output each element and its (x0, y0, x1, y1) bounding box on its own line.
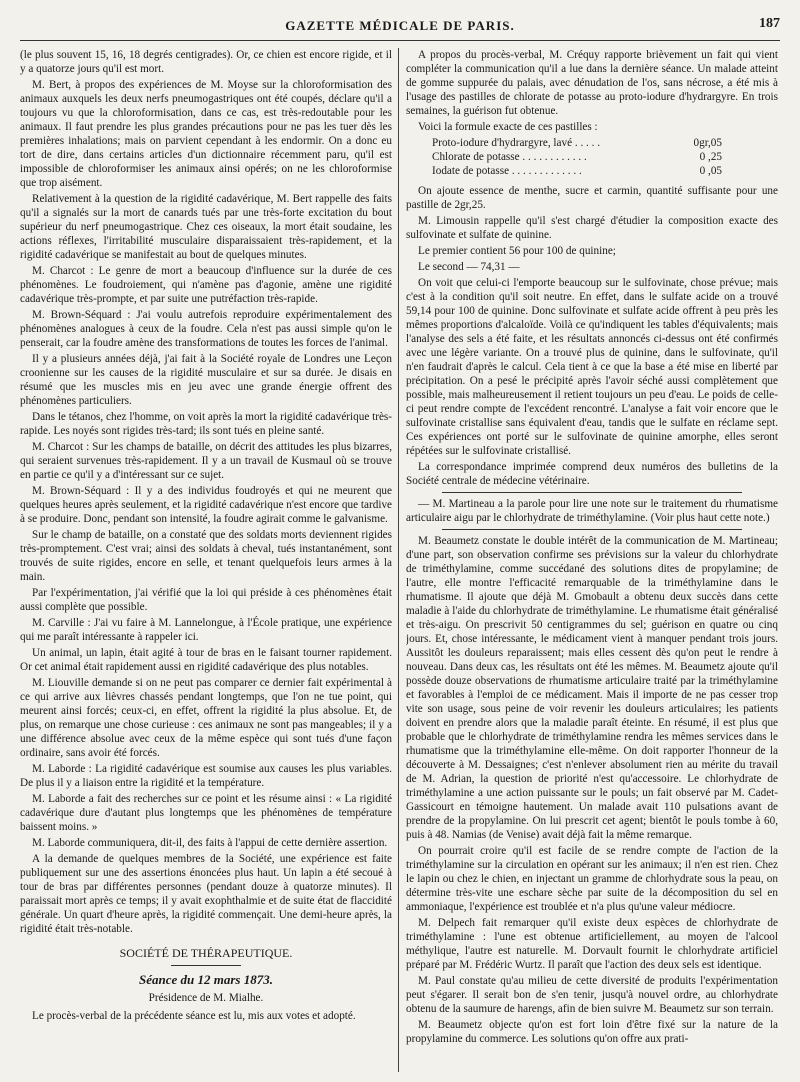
paragraph: M. Laborde a fait des recherches sur ce point et les résume ainsi : « La rigidité cadavérique dure d'autant plus longtemps que les phénomènes de température baissent moins. » (20, 793, 392, 833)
paragraph: A la demande de quelques membres de la Société, une expérience est faite publiquement sur une des assertions énoncées plus haut. Un lapin a été secoué à tour de bras par différentes personnes (pendant douze à quatorze minutes). Il paraissait mort après ce temps; il y avait exophthalmie et de suite état de flaccidité générale. Un quart d'heure après, la rigidité commençait. Une demi-heure après, la rigidité était très-notable. (20, 853, 392, 935)
ingredient-name: Proto-iodure d'hydrargyre, lavé . . . . . (432, 137, 601, 149)
meeting-date: Séance du 12 mars 1873. (139, 972, 273, 987)
paragraph: M. Carville : J'ai vu faire à M. Lannelongue, à l'École pratique, une expérience qui me paraît intéressante à rappeler ici. (20, 617, 392, 643)
paragraph: La correspondance imprimée comprend deux numéros des bulletins de la Société centrale de médecine vétérinaire. (406, 461, 778, 487)
right-column (406, 48, 778, 1078)
formula-row (406, 164, 778, 178)
page-header (20, 12, 780, 41)
section-divider (442, 492, 742, 493)
page-number: 187 (759, 16, 780, 31)
paragraph: Par l'expérimentation, j'ai vérifié que la loi qui préside à ces phénomènes était aussi complète que possible. (20, 587, 392, 613)
paragraph: Voici la formule exacte de ces pastilles : (418, 121, 598, 133)
paragraph: A propos du procès-verbal, M. Créquy rapporte brièvement un fait qui vient compléter la communication qu'il a lue dans la dernière séance. Un malade atteint de gomme suppurée du palais, avec dénudation de l'os, sans nécrose, a été mis à l'usage des pastilles de chlorate de potasse au proto-iodure d'hydrargyre. En trois semaines, la guérison fut obtenue. (406, 49, 778, 117)
paragraph: Sur le champ de bataille, on a constaté que des soldats morts deviennent rigides très-promptement. C'est vrai; ainsi des soldats à cheval, tués instantanément, sont trouvés de suite rigides, encore en selle, et tenant quelquefois leurs armes à la main. (20, 529, 392, 583)
formula-table (406, 136, 778, 178)
paragraph: M. Delpech fait remarquer qu'il existe deux espèces de chlorhydrate de triméthylamine : l'une est obtenue artificiellement, au moyen de l'alcool méthylique, l'autre est naturelle. M. Dorvault fournit le chlorhydrate artificiel préparé par M. Frédéric Wurtz. Il paraît que l'action des deux sels est identique. (406, 917, 778, 971)
journal-title: GAZETTE MÉDICALE DE PARIS. (285, 18, 515, 33)
paragraph: M. Charcot : Le genre de mort a beaucoup d'influence sur la durée de ces phénomènes. Le foudroiement, qui n'amène pas d'agonie, amène une rigidité cadavérique très-prompte, et par suite une putréfaction très-rapide. (20, 265, 392, 305)
paragraph: M. Paul constate qu'au milieu de cette diversité de produits l'expérimentation peut s'égarer. Il serait bon de s'en tenir, jusqu'à nouvel ordre, au chlorhydrate obtenu de la saumure de harengs, afin de bien suivre M. Beaumetz sur son terrain. (406, 975, 778, 1015)
paragraph: M. Limousin rappelle qu'il s'est chargé d'étudier la composition exacte des sulfovinate et sulfate de quinine. (406, 215, 778, 241)
paragraph: M. Bert, à propos des expériences de M. Moyse sur la chloroformisation des animaux auxquels les deux nerfs pneumogastriques ont été coupés, déclare qu'il a toujours vu que la chloroformisation, dans ce cas, est très-redoutable pour les animaux. Il faut prendre les plus grandes précautions pour ne pas les tuer dès les premières inhalations; mais on parvient cependant à les endormir. On a donc eu tort de dire, dans certains articles d'un dictionnaire récemment paru, qu'il est impossible de chloroformiser les animaux ainsi opérés; on ne les chloroformise que trop aisément. (20, 79, 392, 189)
section-divider (442, 529, 742, 530)
presidence-line: Présidence de M. Mialhe. (148, 992, 264, 1005)
paragraph: M. Beaumetz objecte qu'on est fort loin d'être fixé sur la nature de la propylamine du commerce. Les solutions qu'on offre aux prati- (406, 1019, 778, 1045)
paragraph: (le plus souvent 15, 16, 18 degrés centigrades). Or, ce chien est encore rigide, et il y a quatorze jours qu'il est mort. (20, 49, 392, 75)
paragraph: M. Laborde : La rigidité cadavérique est soumise aux causes les plus variables. De plus il y a liaison entre la rigidité et la température. (20, 763, 392, 789)
ingredient-name: Iodate de potasse . . . . . . . . . . . . . (432, 165, 582, 177)
paragraph: Le premier contient 56 pour 100 de quinine; (418, 245, 616, 257)
formula-row (406, 136, 778, 150)
paragraph: M. Brown-Séquard : Il y a des individus foudroyés et qui ne meurent que quelques heures après seulement, et la rigidité cadavérique n'est encore que tardive à se produire. Donc, pendant son intensité, la foudre agirait comme le galvanisme. (20, 485, 392, 525)
paragraph: Il y a plusieurs années déjà, j'ai fait à la Société royale de Londres une Leçon croonienne sur les causes de la rigidité musculaire et sur sa durée. Je disais en résumé que les muscles mis en jeu avec une grande énergie offrent des phénomènes particuliers. (20, 353, 392, 407)
ingredient-quantity: 0 ,25 (699, 151, 722, 163)
paragraph: Le second — 74,31 — (418, 261, 520, 273)
section-title: SOCIÉTÉ DE THÉRAPEUTIQUE. (119, 946, 293, 960)
left-column (20, 48, 392, 1078)
paragraph: On ajoute essence de menthe, sucre et carmin, quantité suffisante pour une pastille de 2gr,25. (406, 185, 778, 211)
paragraph: Dans le tétanos, chez l'homme, on voit après la mort la rigidité cadavérique très-rapide. Les noyés sont rigides très-tard; ils sont tués en pleine santé. (20, 411, 392, 437)
paragraph: M. Beaumetz constate le double intérêt de la communication de M. Martineau; d'une part, son observation confirme ses prévisions sur la valeur du chlorhydrate de triméthylamine, comme succédané des solutions dites de propylamine; de l'autre, elle montre l'efficacité remarquable de la triméthylamine dans le rhumatisme. Il ajoute que déjà M. Gmobault a obtenu deux succès dans cette maladie à l'aide du chlorhydrate de triméthylamine. Le rhumatisme était généralisé et très-aigu. On prescrivit 50 centigrammes du sel; guérison en quatre ou cinq jours. Et, chose intéressante, le médicament vient à manquer pendant trois jours. Aussitôt les douleurs reparaissent; mais elles cessent dès qu'on peut le rendre à nouveau. Dans deux cas, les résultats ont été les mêmes. M. Beaumetz ajoute qu'il possède douze observations de rhumatisme articulaire traité par la triméthylamine et favorables à l'emploi de ce médicament. Mais il importe de ne pas cesser trop vite son usage, sous peine de voir revenir les douleurs articulaires; les patients doivent en prendre alors que la maladie paraît éteinte. En résumé, il est plus que probable que le chlorhydrate de triméthylamine rendra les mêmes services dans le rhumatisme que la triméthylamine elle-même. On doit rapporter l'honneur de la découverte à M. Dessaignes; c'est n'enlever absolument rien au mérite du travail de M. Adrian, la question de priorité n'est qu'accessoire. Le chlorhydrate de triméthylamine a une action puissante sur le pouls; un fait observé par M. Cadet-Gassicourt en témoigne hautement. Un malade avait 110 pulsations avant de prendre de la propylamine. On lui prescrit cet agent; bientôt le pouls tombe à 60, puis à 48. Namias (de Venise) avait déjà fait la même remarque. (406, 535, 778, 841)
ingredient-quantity: 0 ,05 (699, 165, 722, 177)
paragraph: Un animal, un lapin, était agité à tour de bras en le faisant tourner rapidement. Or cet animal était rapidement aussi en rigidité cadavérique des plus notables. (20, 647, 392, 673)
paragraph: — M. Martineau a la parole pour lire une note sur le traitement du rhumatisme articulaire aigu par le chlorhydrate de triméthylamine. (Voir plus haut cette note.) (406, 498, 778, 524)
paragraph: M. Laborde communiquera, dit-il, des faits à l'appui de cette dernière assertion. (32, 837, 388, 849)
section-divider (171, 965, 241, 966)
column-divider (398, 48, 399, 1072)
paragraph: Le procès-verbal de la précédente séance est lu, mis aux votes et adopté. (32, 1010, 356, 1023)
paragraph: M. Brown-Séquard : J'ai voulu autrefois reproduire expérimentalement des phénomènes analogues à ceux de la foudre. Cela n'est pas aussi simple qu'on le penserait, car la foudre amène des transformations de toutes les forces de l'animal. (20, 309, 392, 349)
formula-row (406, 150, 778, 164)
paragraph: Relativement à la question de la rigidité cadavérique, M. Bert rappelle des faits qu'il a signalés sur la mort de canards tués par une très-forte excitation du bout supérieur du nerf pneumogastrique. Chez ces oiseaux, la mort était soudaine, les actions réflexes, l'irritabilité musculaire disparaissaient très-rapidement, et la rigidité cadavérique se manifestait au bout de quelques minutes. (20, 193, 392, 261)
paragraph: M. Liouville demande si on ne peut pas comparer ce dernier fait expérimental à ce qui arrive aux lièvres chassés pendant longtemps, que l'on ne tue point, qui meurent ainsi forcés; ceux-ci, en effet, offrent la rigidité la plus absolue. Et, de plus, on remarque une chose curieuse : ces animaux ne sont pas mangeables; il y a une différence absolue avec ceux de la même espèce qui sont tués d'une façon ordinaire, sans avoir été forcés. (20, 677, 392, 759)
paragraph: M. Charcot : Sur les champs de bataille, on décrit des attitudes les plus bizarres, qui seraient survenues très-rapidement. Il y a un travail de Kusmaul où se trouve en partie ce qu'il y a d'intéressant sur ce sujet. (20, 441, 392, 481)
ingredient-name: Chlorate de potasse . . . . . . . . . . . . (432, 151, 587, 163)
ingredient-quantity: 0gr,05 (693, 137, 722, 149)
paragraph: On voit que celui-ci l'emporte beaucoup sur le sulfovinate, chose prévue; mais c'est à la condition qu'il soit neutre. En effet, dans le sulfate acide on a trouvé 59,14 pour 100 de quinine. Donc sulfovinate et sulfate acide offrent à peu près les mêmes proportions d'alcaloïde. Voilà ce qu'indiquent les tables d'équivalents; mais l'analyse des sels a été faite, et les résultats annoncés ci-dessus ont été confirmés avec une légère variante. On a trouvé plus de quinine, dans le sulfovinate, qu'il n'en faudrait d'après le calcul. Cela tient à ce que la base a été mise en liberté par précipitation. On a pesé le précipité après l'avoir séché aussi complètement que possible, mais malheureusement il retient toujours un peu d'eau. Le poids de celle-ci peut rendre compte de l'excédent rencontré. L'analyse a fait voir encore que le sulfovinate cristallise sans équivalent d'eau, tandis que le sulfate en réclame sept. Ces expériences ont porté sur le sulfovinate de quinine amorphe, elles seront répétées sur le sulfovinate cristallisé. (406, 277, 778, 457)
paragraph: On pourrait croire qu'il est facile de se rendre compte de l'action de la triméthylamine sur la circulation en opérant sur les animaux; il n'en est rien. Chez le lapin ou chez le chien, en injectant un gramme de chlorhydrate sous la peau, on détermine très-vite une eschare sèche par suite de la décomposition du sel en ammoniaque, l'expérience est troublée et n'a plus qu'une valeur médiocre. (406, 845, 778, 913)
